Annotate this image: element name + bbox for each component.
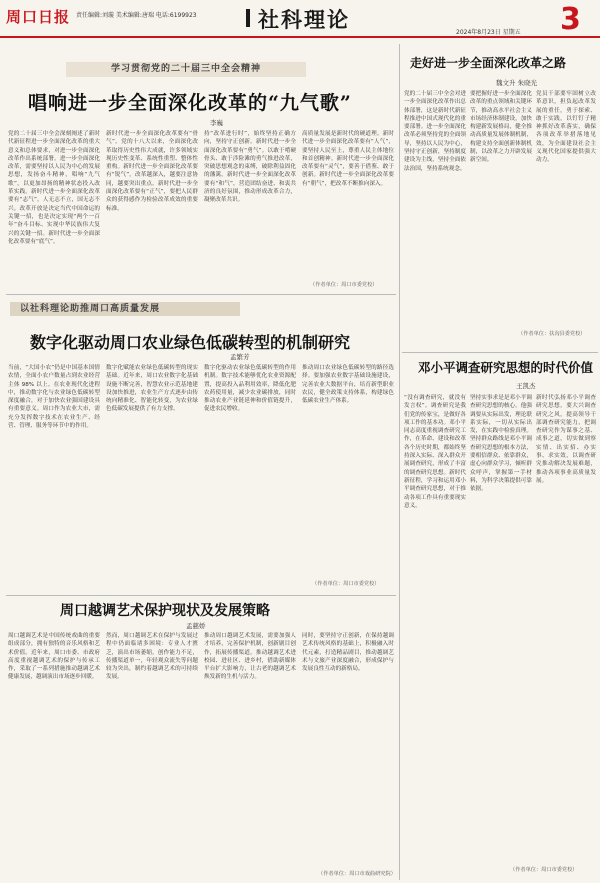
article2-col3: 党员干部要牢固树立改革意识，担负起改革发展的重任，勇于探索、敢于实践，以钉钉子精神抓好改革落实，确保各项改革举措落地见效，为全面建设社会主义现代化国家提供强大动力。 [536,91,596,164]
article1-col4: 高质量发展是新时代的硬道理。新时代进一步全面深化改革要有“人气”，要坚持人民至上，尊重人民主体地位和首创精神。新时代进一步全面深化改革要有“灵气”，要善于借鉴、敢于创新。新时代进一步全面深化改革要有“朝气”，把改革不断推向深入。 [302,131,394,187]
article2-col1: 党的二十届三中全会对进一步全面深化改革作出总体部署，这是新时代新征程推进中国式现代化的重要部署。进一步全面深化改革必须坚持党的全面领导，坚持以人民为中心，坚持守正创新，坚持制度建设为主线，坚持全面依法治国，坚持系统观念。 [404,91,466,172]
article1-note: （作者单位：周口市委党校） [310,282,378,288]
article4-col1: 当前，“大国小农”仍是中国基本国情农情，全面小农户数量占到农业经营主体 98% 以上。在农业现代化进程中，推动数字化与农业绿色低碳转型深度融合，对于加快农业强国建设具有重要意义。周口作为农业大市，需充分发挥数字技术在农业生产、经营、管理、服务等环节中的作用。 [8,365,100,430]
article3-author: 王凯杰 [516,382,536,390]
article3-title[interactable]: 邓小平调查研究思想的时代价值 [418,360,594,375]
article4-author: 孟繁芳 [230,353,250,361]
article4-divider [6,595,396,596]
editor-line: 责任编辑:刘璇 美术编辑:唐瑞 电话:6199923 [76,12,197,19]
article3-col1: “没有调查研究，就没有发言权”。调查研究是我们党的传家宝，是做好各项工作的基本功。邓小平同志高度重视调查研究工作，在革命、建设和改革各个历史时期，都始终坚持深入实际、深入群众开展调查研究，形成了丰富的调查研究思想。新时代新征程，学习和运用邓小平调查研究思想，对于推动各项工作具有重要现实意义。 [404,395,466,509]
article5-col4: 同时，要坚持守正创新，在保持越调艺术传统风格的基础上，积极融入时代元素，打造精品剧目，推动越调艺术与文旅产业深度融合，形成保护与发展良性互动的新格局。 [302,633,394,673]
article1-col1: 党的二十届三中全会深刻阐述了新时代新征程进一步全面深化改革的重大意义和总体要求，对进一步全面深化改革作出系统部署。进一步全面深化改革，需要坚持以人民为中心的发展思想，发扬奋斗精神，唱响“九气歌”，以更加昂扬的精神状态投入改革实践。新时代进一步全面深化改革要有“志气”。人无志不立，国无志不兴。改革开放是决定当代中国命运的关键一招，也是决定实现“两个一百年”奋斗目标、实现中华民族伟大复兴的关键一招。新时代进一步全面深化改革要有“底气”。 [8,131,100,245]
article1-banner: 学习贯彻党的二十届三中全会精神 [66,62,306,77]
article3-col2: 坚持实事求是是邓小平调查研究思想的核心。他强调要从实际出发，理论联系实际，一切从实际出发，在实践中检验真理。坚持群众路线是邓小平调查研究思想的根本方法，要相信群众、依靠群众，虚心向群众学习，倾听群众呼声，掌握第一手材料，为科学决策提供可靠依据。 [470,395,532,493]
article1-divider [6,294,396,295]
article2-author: 魏文升 朱晓光 [496,79,538,87]
article3-col3: 新时代弘扬邓小平调查研究思想，要大兴调查研究之风，提高领导干部调查研究能力，把调查研究作为谋事之基、成事之道，切实做到察实情、出实招、办实事、求实效，以调查研究推动解决发展难题，推动各项事业高质量发展。 [536,395,596,484]
section-bar-icon [246,9,250,27]
article5-col3: 推动周口越调艺术发展，需要加强人才培养，完善保护机制，创新剧目创作，拓展传播渠道，推动越调艺术进校园、进社区、进乡村，借助新媒体平台扩大影响力，让古老的越调艺术焕发新的生机与活力。 [204,633,296,681]
article4-col3: 数字化驱动农业绿色低碳转型的作用机制。数字技术能够优化农业资源配置，提高投入品利用效率，降低化肥农药使用量，减少农业碳排放，同时推动农业产业链延伸和价值链提升，促进农民增收。 [204,365,296,413]
column-divider [399,44,400,880]
article1-author: 李巍 [210,119,223,127]
article5-col1: 周口越调艺术是中国传统戏曲的重要组成部分，拥有独特的音乐风格和艺术价值。近年来，周口市委、市政府高度重视越调艺术的保护与传承工作，采取了一系列措施推动越调艺术健康发展，越调演出市场逐步回暖。 [8,633,100,681]
article2-note: （作者单位：扶沟县委党校） [518,331,586,337]
article3-note: （作者单位：周口市委党校） [510,867,578,873]
article4-banner: 以社科理论助推周口高质量发展 [10,302,240,316]
newspaper-logo: 周口日报 [6,8,71,26]
article1-title[interactable]: 唱响进一步全面深化改革的“九气歌” [28,92,352,114]
article2-divider [402,352,598,353]
article2-col2: 要把握好进一步全面深化改革的重点领域和关键环节，推动高水平社会主义市场经济体制建设，加快构建新发展格局，健全推动高质量发展体制机制，构建支持全面创新体制机制，以改革之力开辟发展新空间。 [470,91,532,164]
article5-note: （作者单位：周口市戏曲研究院） [318,871,396,877]
date-line: 2024年8月23日 星期五 [456,29,521,36]
section-title: 社科理论 [258,7,350,32]
article5-title[interactable]: 周口越调艺术保护现状及发展策略 [60,603,270,619]
page-number: 3 [560,2,581,37]
article4-col4: 推动周口农业绿色低碳转型的路径选择。要加强农业数字基础设施建设，完善农业大数据平台，培育新型职业农民，健全政策支持体系，构建绿色低碳农业生产体系。 [302,365,394,405]
article1-col3: 持“改革进行时”，始终坚持正确方向，坚持守正创新。新时代进一步全面深化改革要有“勇气”。以敢于啃硬骨头、敢于涉险滩的勇气推进改革，突破思想观念的束缚，破除利益固化的藩篱。新时代进一步全面深化改革要有“和气”，营造团结奋进、和衷共济的良好氛围，推动形成改革合力，凝聚改革共识。 [204,131,296,204]
article4-title[interactable]: 数字化驱动周口农业绿色低碳转型的机制研究 [30,333,351,352]
article4-note: （作者单位：周口市委党校） [312,581,380,587]
article2-title[interactable]: 走好进一步全面深化改革之路 [410,56,567,70]
article5-author: 孟慈娇 [186,622,206,630]
article5-col2: 然而，周口越调艺术在保护与发展过程中仍面临诸多困境：专业人才匮乏，演出市场萎缩，创作能力不足，传播渠道单一，年轻观众流失等问题较为突出，制约着越调艺术的可持续发展。 [106,633,198,681]
article1-col2: 新时代进一步全面深化改革要有“骨气”。党的十八大以来，全面深化改革取得历史性伟大成就，许多领域实现历史性变革、系统性重塑、整体性重构。新时代进一步全面深化改革要有“锐气”。改革越深入，越要注意协同，越要突出重点。新时代进一步全面深化改革要有“正气”，要把人民群众的获得感作为检验改革成效的重要标准。 [106,131,198,212]
article4-col2: 数字化赋能农业绿色低碳转型的现实基础。近年来，周口农业数字化基础设施不断完善，智慧农业示范基地建设加快推进，农业生产方式逐步由传统向精准化、智能化转变，为农业绿色低碳发展提供了有力支撑。 [106,365,198,413]
